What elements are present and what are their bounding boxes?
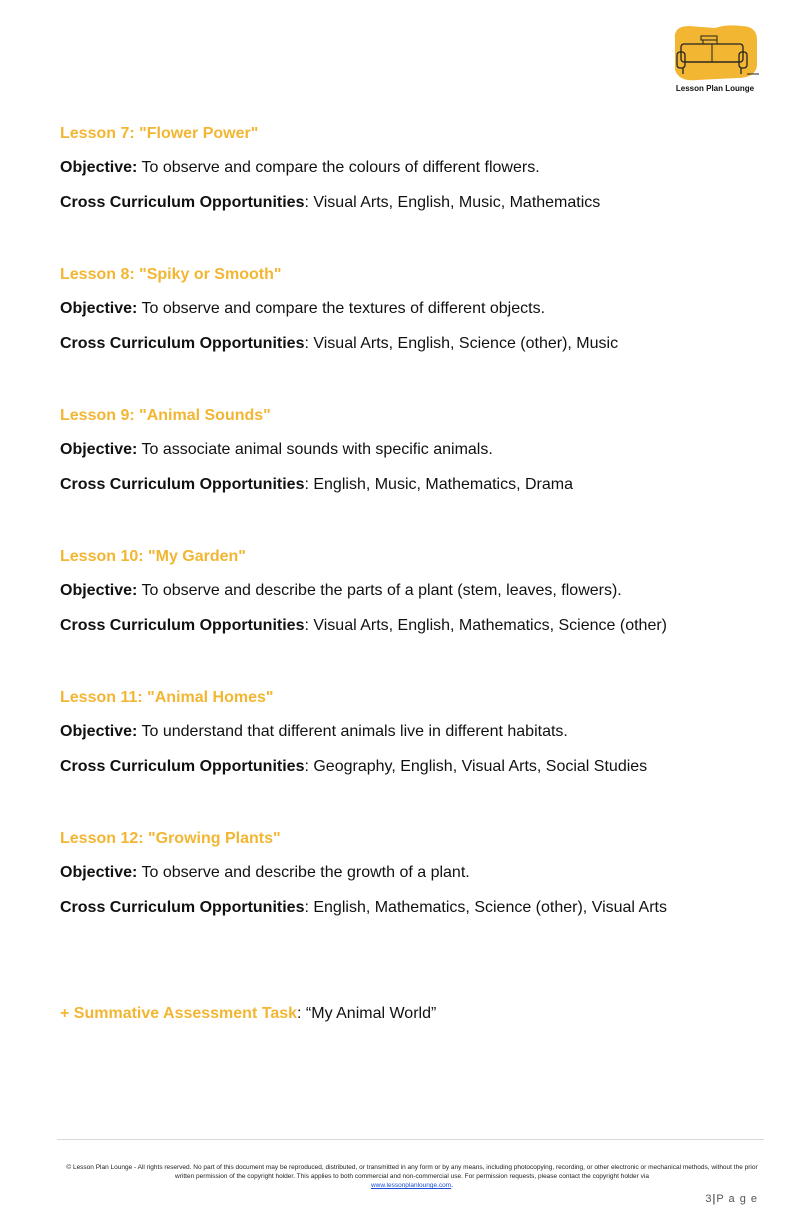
objective-text: To understand that different animals live in different habitats. (141, 723, 568, 740)
objective-label: Objective: (60, 441, 138, 458)
objective-text: To observe and compare the textures of different objects. (141, 300, 546, 317)
objective-text: To associate animal sounds with specific animals. (141, 441, 493, 458)
lesson-block (60, 829, 760, 933)
cross-curriculum-label: Cross Curriculum Opportunities (60, 899, 305, 916)
cross-curriculum-label: Cross Curriculum Opportunities (60, 617, 305, 634)
cross-curriculum-row: Cross Curriculum Opportunities: Geography, English, Visual Arts, Social Studies (60, 758, 648, 775)
cross-curriculum-text: English, Mathematics, Science (other), Visual Arts (313, 899, 667, 916)
objective-text: To observe and describe the growth of a plant. (141, 864, 470, 881)
objective-label: Objective: (60, 159, 138, 176)
lesson-block (60, 265, 760, 369)
objective-text: To observe and describe the parts of a plant (stem, leaves, flowers). (141, 582, 622, 599)
cross-curriculum-row: Cross Curriculum Opportunities: Visual Arts, English, Music, Mathematics (60, 194, 601, 211)
cross-curriculum-text: Visual Arts, English, Music, Mathematics (313, 194, 601, 211)
objective-label: Objective: (60, 582, 138, 599)
objective-row (60, 722, 760, 742)
cross-curriculum-label: Cross Curriculum Opportunities (60, 194, 305, 211)
cross-curriculum-label: Cross Curriculum Opportunities (60, 758, 305, 775)
cross-curriculum-text: Visual Arts, English, Mathematics, Science (other) (313, 617, 667, 634)
objective-text: To observe and compare the colours of different flowers. (141, 159, 540, 176)
objective-row (60, 581, 760, 601)
lesson-title: Lesson 8: "Spiky or Smooth" (60, 266, 282, 283)
lesson-block (60, 124, 760, 228)
lesson-title: Lesson 7: "Flower Power" (60, 125, 259, 142)
page-number-value: 3 (705, 1193, 713, 1205)
lesson-block (60, 547, 760, 651)
page-number: 3|P a g e (705, 1193, 758, 1205)
copyright-text: © Lesson Plan Lounge - All rights reserved. No part of this document may be reproduced, distributed, or transmitted in any form or by any means, including photocopying, recording, or other electronic or mechanical methods, without the prior written permission of the copyright holder. This applies to both commercial and non-commercial use. For permission requests, please contact the copyright holder via (66, 1164, 758, 1180)
footer-copyright: © Lesson Plan Lounge - All rights reserved. No part of this document may be reproduced, distributed, or transmitted in any form or by any means, including photocopying, recording, or other electronic or mechanical methods, without the prior written permission of the copyright holder. This applies to both commercial and non-commercial use. For permission requests, please contact the copyright holder via www.lessonplanlounge.com. (66, 1164, 758, 1189)
website-link[interactable]: www.lessonplanlounge.com (370, 1182, 452, 1189)
lesson-title: Lesson 9: "Animal Sounds" (60, 407, 271, 424)
logo-text: Lesson Plan Lounge (675, 84, 755, 93)
objective-row (60, 158, 760, 178)
cross-curriculum-label: Cross Curriculum Opportunities (60, 476, 305, 493)
sofa-logo-icon (667, 22, 763, 84)
cross-curriculum-row: Cross Curriculum Opportunities: English, Mathematics, Science (other), Visual Arts (60, 899, 667, 916)
objective-label: Objective: (60, 864, 138, 881)
cross-curriculum-row: Cross Curriculum Opportunities: Visual Arts, English, Mathematics, Science (other) (60, 617, 667, 634)
page-word: P a g e (716, 1193, 758, 1205)
objective-row (60, 299, 760, 319)
lesson-title: Lesson 12: "Growing Plants" (60, 830, 281, 847)
cross-curriculum-text: Geography, English, Visual Arts, Social Studies (313, 758, 648, 775)
summative-assessment: + Summative Assessment Task: “My Animal World” (60, 1005, 437, 1022)
lesson-title: Lesson 10: "My Garden" (60, 548, 246, 565)
cross-curriculum-row: Cross Curriculum Opportunities: Visual Arts, English, Science (other), Music (60, 335, 619, 352)
lesson-block (60, 688, 760, 792)
objective-row (60, 440, 760, 460)
lesson-block (60, 406, 760, 510)
cross-curriculum-text: English, Music, Mathematics, Drama (313, 476, 573, 493)
summative-title: “My Animal World” (305, 1005, 437, 1022)
objective-label: Objective: (60, 723, 138, 740)
cross-curriculum-row: Cross Curriculum Opportunities: English, Music, Mathematics, Drama (60, 476, 573, 493)
lesson-title: Lesson 11: "Animal Homes" (60, 689, 274, 706)
objective-row (60, 863, 760, 883)
cross-curriculum-label: Cross Curriculum Opportunities (60, 335, 305, 352)
cross-curriculum-text: Visual Arts, English, Science (other), Music (313, 335, 619, 352)
brand-logo (667, 22, 763, 98)
footer-divider (57, 1139, 764, 1140)
summative-label: + Summative Assessment Task (60, 1005, 298, 1022)
objective-label: Objective: (60, 300, 138, 317)
